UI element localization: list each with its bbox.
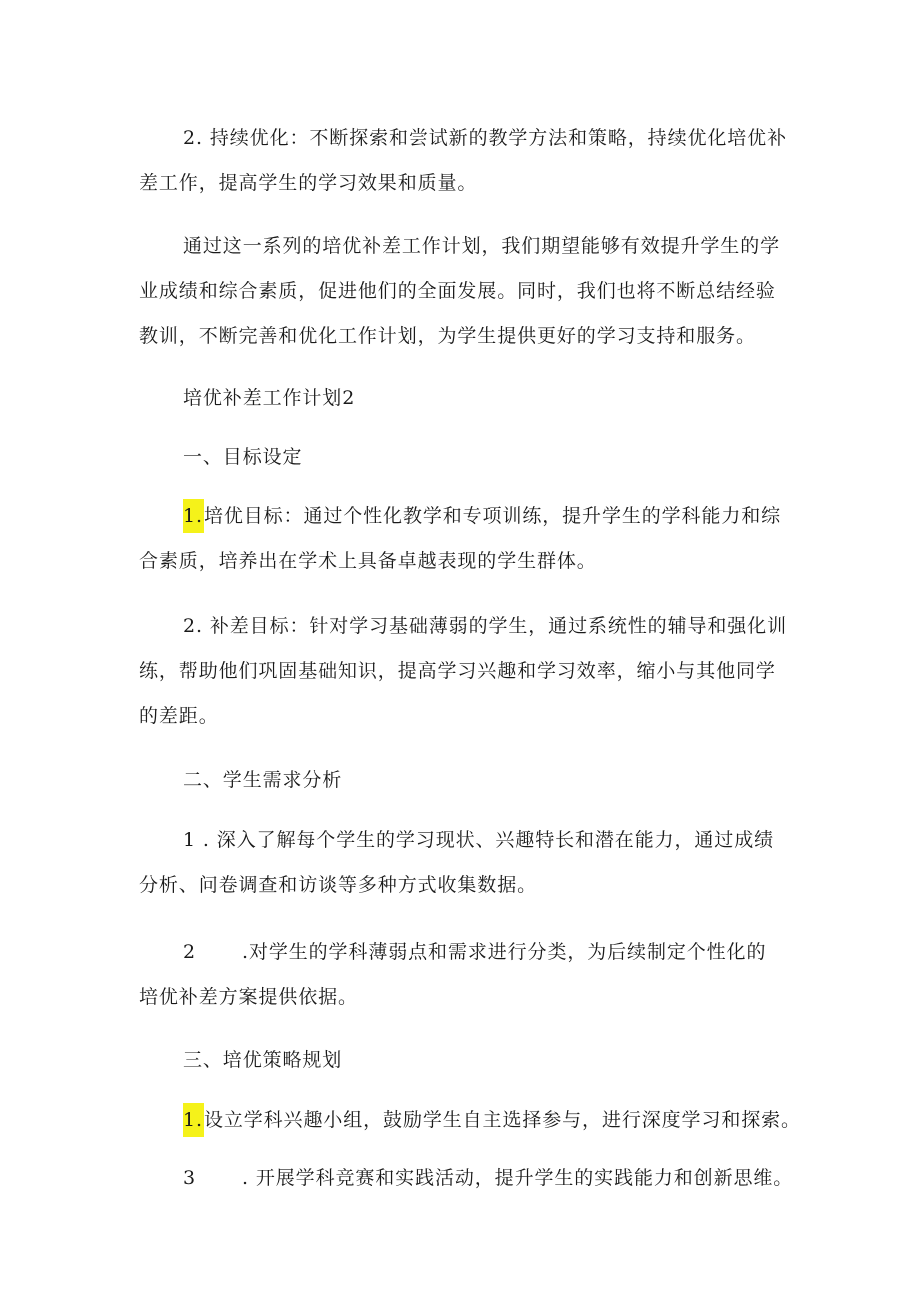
paragraph-summary xyxy=(139,224,787,359)
text-line: 通过这一系列的培优补差工作计划，我们期望能够有效提升学生的学 xyxy=(183,235,781,257)
section-heading: 一、目标设定 xyxy=(183,446,303,468)
heading-strategy-planning xyxy=(139,1038,787,1083)
paragraph-continuous-optimization xyxy=(139,116,787,206)
text-line xyxy=(139,494,787,539)
text-line: 的差距。 xyxy=(139,705,219,727)
text-line: 业成绩和综合素质，促进他们的全面发展。同时，我们也将不断总结经验 xyxy=(139,280,776,302)
text-line: 分析、问卷调查和访谈等多种方式收集数据。 xyxy=(139,874,538,896)
text-line xyxy=(139,1156,794,1201)
text-line xyxy=(139,930,787,975)
paragraph-strategy-item-1 xyxy=(139,1098,801,1143)
text-line: 练，帮助他们巩固基础知识，提高学习兴趣和学习效率，缩小与其他同学 xyxy=(139,660,776,682)
text-line: 教训，不断完善和优化工作计划，为学生提供更好的学习支持和服务。 xyxy=(139,325,756,347)
highlighted-number: 1. xyxy=(183,1103,204,1137)
paragraph-needs-item-1 xyxy=(139,818,787,908)
list-number: 3 xyxy=(183,1167,196,1189)
text-line: 培优补差方案提供依据。 xyxy=(139,986,358,1008)
text-line: 1 . 深入了解每个学生的学习现状、兴趣特长和潜在能力，通过成绩 xyxy=(183,829,775,851)
page-title: 培优补差工作计划2 xyxy=(183,387,356,409)
paragraph-needs-item-2 xyxy=(139,930,787,1020)
text-span: . 开展学科竞赛和实践活动，提升学生的实践能力和创新思维。 xyxy=(242,1167,794,1189)
text-span: 培优目标：通过个性化教学和专项训练，提升学生的学科能力和综 xyxy=(203,505,782,527)
text-line: 2. 持续优化：不断探索和尝试新的教学方法和策略，持续优化培优补 xyxy=(183,127,787,149)
heading-student-needs xyxy=(139,758,787,803)
text-line: 差工作，提高学生的学习效果和质量。 xyxy=(139,172,478,194)
section-heading: 三、培优策略规划 xyxy=(183,1049,343,1071)
text-span: .对学生的学科薄弱点和需求进行分类，为后续制定个性化的 xyxy=(242,941,767,963)
paragraph-excellence-goal xyxy=(139,494,787,584)
section-heading: 二、学生需求分析 xyxy=(183,769,343,791)
paragraph-strategy-item-2 xyxy=(139,1156,794,1201)
list-number: 2 xyxy=(183,941,196,963)
text-line xyxy=(139,1098,801,1143)
text-line: 2. 补差目标：针对学习基础薄弱的学生，通过系统性的辅导和强化训 xyxy=(183,615,787,637)
text-line: 合素质，培养出在学术上具备卓越表现的学生群体。 xyxy=(139,550,597,572)
heading-goal-setting xyxy=(139,435,787,480)
text-span: 设立学科兴趣小组，鼓励学生自主选择参与，进行深度学习和探索。 xyxy=(203,1109,801,1131)
highlighted-number: 1. xyxy=(183,499,204,533)
paragraph-remedial-goal xyxy=(139,604,787,739)
section-title-plan-2 xyxy=(139,376,787,421)
